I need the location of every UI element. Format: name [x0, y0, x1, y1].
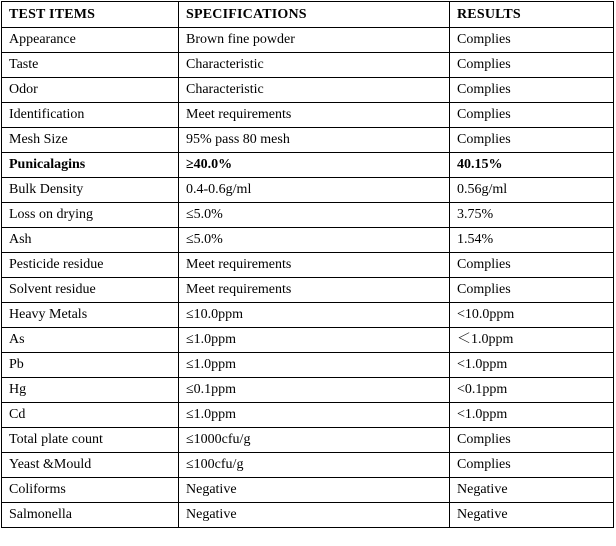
cell-test-item: Bulk Density [2, 178, 179, 203]
cell-result: Negative [450, 503, 614, 528]
cell-result: <1.0ppm [450, 403, 614, 428]
cell-specification: Brown fine powder [179, 28, 450, 53]
cell-result: Complies [450, 78, 614, 103]
specification-table [1, 1, 614, 528]
cell-test-item: Loss on drying [2, 203, 179, 228]
cell-test-item: Identification [2, 103, 179, 128]
table-row [2, 403, 614, 428]
cell-test-item: Total plate count [2, 428, 179, 453]
cell-specification: ≤0.1ppm [179, 378, 450, 403]
cell-result: Complies [450, 128, 614, 153]
cell-specification: Characteristic [179, 53, 450, 78]
cell-result: Complies [450, 453, 614, 478]
cell-test-item: Mesh Size [2, 128, 179, 153]
table-row [2, 328, 614, 353]
cell-specification: 0.4-0.6g/ml [179, 178, 450, 203]
cell-result: Complies [450, 53, 614, 78]
table-row [2, 428, 614, 453]
cell-result: Complies [450, 28, 614, 53]
cell-result: 3.75% [450, 203, 614, 228]
cell-result: Complies [450, 253, 614, 278]
table-row [2, 478, 614, 503]
cell-specification: ≥40.0% [179, 153, 450, 178]
cell-test-item: Appearance [2, 28, 179, 53]
table-row [2, 28, 614, 53]
cell-result: <10.0ppm [450, 303, 614, 328]
cell-specification: ≤1.0ppm [179, 403, 450, 428]
cell-specification: ≤1.0ppm [179, 328, 450, 353]
cell-specification: Meet requirements [179, 253, 450, 278]
table-row [2, 53, 614, 78]
cell-specification: ≤100cfu/g [179, 453, 450, 478]
cell-specification: 95% pass 80 mesh [179, 128, 450, 153]
cell-specification: Negative [179, 503, 450, 528]
cell-test-item: Pesticide residue [2, 253, 179, 278]
table-row [2, 353, 614, 378]
cell-result: <1.0ppm [450, 353, 614, 378]
table-header [2, 2, 614, 28]
cell-test-item: Solvent residue [2, 278, 179, 303]
cell-test-item: Cd [2, 403, 179, 428]
table-row [2, 103, 614, 128]
cell-specification: Characteristic [179, 78, 450, 103]
cell-test-item: Coliforms [2, 478, 179, 503]
cell-test-item: Yeast &Mould [2, 453, 179, 478]
cell-test-item: Hg [2, 378, 179, 403]
cell-test-item: Odor [2, 78, 179, 103]
cell-test-item: Punicalagins [2, 153, 179, 178]
cell-test-item: Salmonella [2, 503, 179, 528]
cell-specification: ≤1000cfu/g [179, 428, 450, 453]
cell-result: Complies [450, 103, 614, 128]
cell-specification: ≤5.0% [179, 203, 450, 228]
cell-specification: ≤5.0% [179, 228, 450, 253]
table-row [2, 253, 614, 278]
cell-specification: Negative [179, 478, 450, 503]
table-row [2, 153, 614, 178]
cell-test-item: As [2, 328, 179, 353]
cell-test-item: Heavy Metals [2, 303, 179, 328]
table-row [2, 178, 614, 203]
cell-specification: ≤10.0ppm [179, 303, 450, 328]
table-row [2, 128, 614, 153]
cell-result: Negative [450, 478, 614, 503]
cell-result: 1.54% [450, 228, 614, 253]
cell-test-item: Taste [2, 53, 179, 78]
table-row [2, 303, 614, 328]
cell-specification: Meet requirements [179, 103, 450, 128]
table-row [2, 228, 614, 253]
cell-result: Complies [450, 278, 614, 303]
cell-result: 0.56g/ml [450, 178, 614, 203]
table-row [2, 203, 614, 228]
cell-result: Complies [450, 428, 614, 453]
cell-result: 40.15% [450, 153, 614, 178]
table-row [2, 278, 614, 303]
table-row [2, 78, 614, 103]
cell-result: <0.1ppm [450, 378, 614, 403]
table-row [2, 453, 614, 478]
header-row [2, 2, 614, 28]
cell-specification: Meet requirements [179, 278, 450, 303]
cell-test-item: Pb [2, 353, 179, 378]
cell-specification: ≤1.0ppm [179, 353, 450, 378]
header-results: RESULTS [450, 2, 614, 28]
table-row [2, 378, 614, 403]
cell-test-item: Ash [2, 228, 179, 253]
header-test-items: TEST ITEMS [2, 2, 179, 28]
table-body [2, 28, 614, 528]
header-specifications: SPECIFICATIONS [179, 2, 450, 28]
cell-result: ＜1.0ppm [450, 328, 614, 353]
table-row [2, 503, 614, 528]
